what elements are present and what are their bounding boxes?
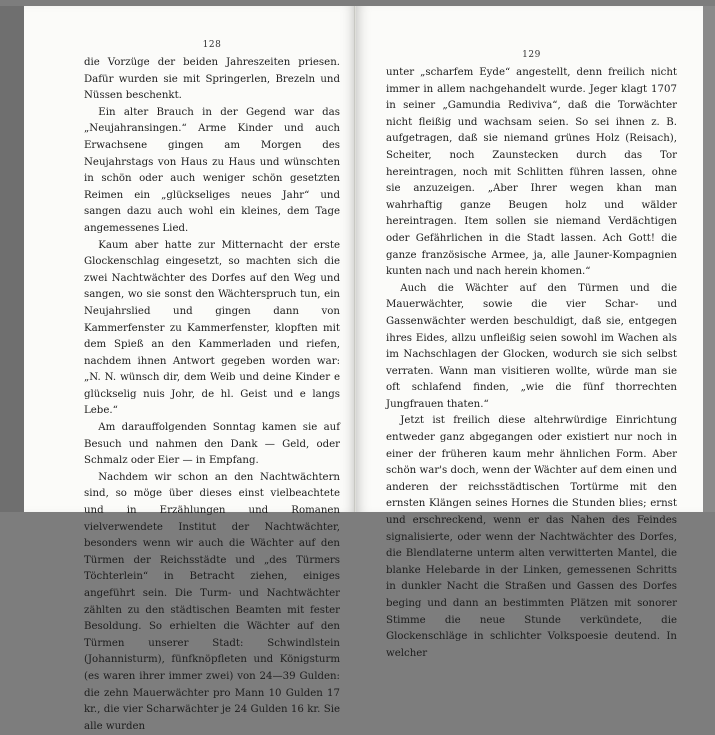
paragraph: die Vorzüge der beiden Jahreszeiten priesen. Dafür wurden sie mit Springerlen, Brezeln und Nüssen beschenkt. — [84, 57, 340, 102]
page-number-left: 128 — [202, 40, 222, 50]
page-number-right: 129 — [522, 50, 541, 60]
paragraph: Nachdem wir schon an den Nachtwächtern sind, so möge über dieses einst vielbeachtete und in Erzählungen und Romanen vielverwendete Institut der Nachtwächter, besonders wenn wir auch die Wächter auf den Türmen der Reichsstädte und „des Türmers Töchterlein“ in Betracht ziehen, einiges angeführt sein. Die Turm- und Nachtwächter zählten zu den städtischen Beamten mit fester Besoldung. So erhielten die Wächter auf den Türmen unserer Stadt: Schwindlstein (Johannisturm), fünfknöpfleten und Königsturm (es waren ihrer immer zwei) von 24—39 Gulden: die zehn Mauerwächter pro Mann 10 Gulden 17 kr., die vier Scharwächter je 24 Gulden 16 kr. Sie alle wurden — [84, 471, 340, 732]
paragraph: Ein alter Brauch in der Gegend war das „Neujahransingen.“ Arme Kinder und auch Erwachsene gingen am Morgen des Neujahrstags von Haus zu Haus und wünschten in schön oder auch weniger schön gesetzten Reimen ein „glückseliges neues Jahr“ und sangen dazu auch wohl ein kleines, dem Tage angemessenes Lied. — [84, 106, 340, 234]
paragraph: Kaum aber hatte zur Mitternacht der erste Glockenschlag eingesetzt, so machten sich die zwei Nachtwächter des Dorfes auf den Weg und sangen, wo sie sonst den Wächterspruch tun, ein Neujahrslied und gingen dann von Kammerfenster zu Kammerfenster, klopften mit dem Spieß an den Kammerladen und riefen, nachdem ihnen Antwort gegeben worden war: „N. N. wünsch dir, dem Weib und deine Kinder e glückselig nuis Johr, de hl. Geist und e langs Lebe.“ — [84, 239, 340, 417]
left-page — [24, 6, 356, 732]
paragraph: unter „scharfem Eyde“ angestellt, denn freilich nicht immer in allem nachgehandelt wurde. Jeger klagt 1707 in seiner „Gamundia Rediviva“, daß die Torwächter nicht fleißig und wachsam seien. So sei ihnen z. B. aufgetragen, daß sie niemand grünes Holz (Reisach), Scheiter, noch Zaunstecken durch das Tor hereintragen, noch mit Schlitten führen lassen, ohne sie anzuzeigen. „Aber Ihrer wegen khan man wahrhaftig ganze Beugen holz und wälder hereintragen. Item sollen sie niemand Verdächtigen oder Gefährlichen in die Stadt lassen. Ach Gott! die ganze französische Armee, ja, alle Jauner-Kompagnien kunten nach und nach herein khomen.“ — [386, 67, 677, 278]
paragraph: Am darauffolgenden Sonntag kamen sie auf Besuch und nahmen den Dank — Geld, oder Schmalz oder Eier — in Empfang. — [84, 422, 340, 467]
right-page — [356, 6, 703, 659]
paragraph: Auch die Wächter auf den Türmen und die Mauerwächter, sowie die vier Schar- und Gassenwächter werden beschuldigt, daß sie, entgegen ihres Eides, allzu unfleißig seien sowohl im Wachen als im Nachschlagen der Glocken, wodurch sie sich selbst verraten. Wann man visitieren wollte, würde man sie oft schlafend finden, „wie die fünf thorrechten Jungfrauen thaten.“ — [386, 282, 677, 410]
scan-background-left — [0, 6, 24, 512]
left-page-body — [84, 55, 340, 735]
paragraph: Jetzt ist freilich diese altehrwürdige Einrichtung entweder ganz abgegangen oder existiert nur noch in einer der früheren kaum mehr ähnlichen Form. Aber schön war's doch, wenn der Wächter auf dem einen und anderen der reichsstädtischen Tortürme mit den ernsten Klängen seines Hornes die Stunden blies; ernst und erschreckend, wenn er das Nahen des Feindes signalisierte, oder wenn der Nachtwächter des Dorfes, die Blendlaterne unterm alten verwitterten Mantel, die blanke Helebarde in der Linken, gemessenen Schritts in dunkler Nacht die Straßen und Gassen des Dorfes beging und dann an bestimmten Plätzen mit sonorer Stimme die neue Stunde verkündete, die Glockenschläge in schlichter Volkspoesie deutend. In welcher — [386, 415, 677, 659]
scan-background-right — [703, 6, 715, 512]
right-page-body — [386, 65, 677, 662]
